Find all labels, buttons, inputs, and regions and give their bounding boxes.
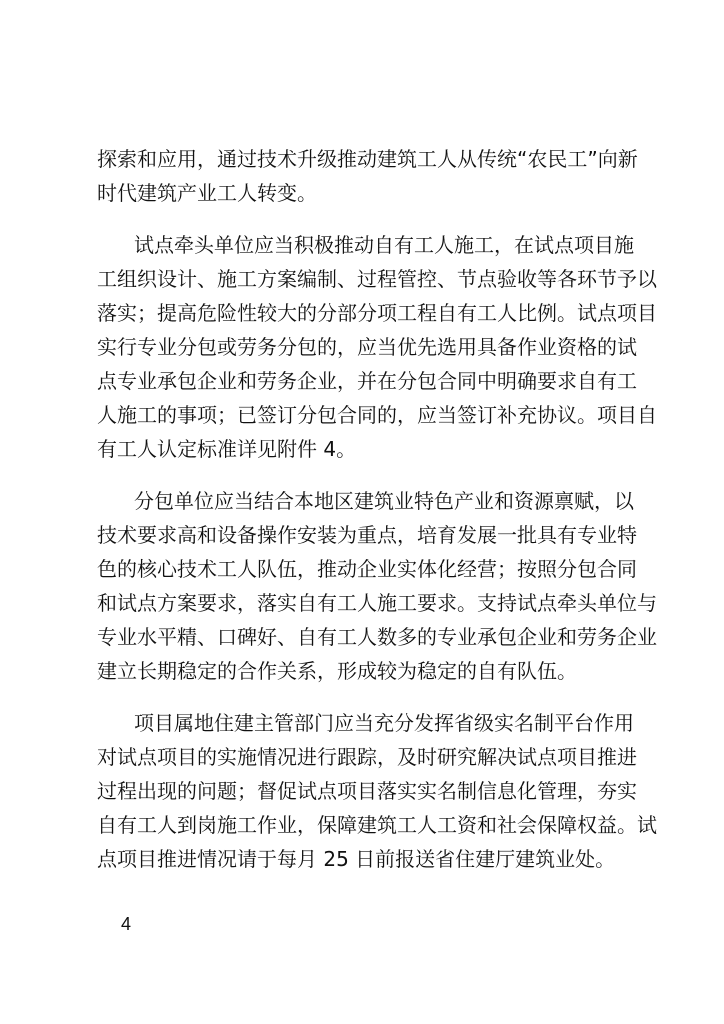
text-line: 实行专业分包或劳务分包的，应当优先选用具备作业资格的试 [97, 335, 637, 359]
text-line: 自有工人到岗施工作业，保障建筑工人工资和社会保障权益。试 [97, 813, 657, 837]
paragraph-line-indented: 项目属地住建主管部门应当充分发挥省级实名制平台作用 [134, 711, 634, 735]
page-number: 4 [121, 914, 132, 934]
paragraph-line-indented: 分包单位应当结合本地区建筑业特色产业和资源禀赋，以 [134, 489, 634, 513]
text-line: 和试点方案要求，落实自有工人施工要求。支持试点牵头单位与 [97, 591, 657, 615]
text-line: 人施工的事项；已签订分包合同的，应当签订补充协议。项目自 [97, 403, 657, 427]
text-line: 点专业承包企业和劳务企业，并在分包合同中明确要求自有工 [97, 369, 637, 393]
text-line: 技术要求高和设备操作安装为重点，培育发展一批具有专业特 [97, 523, 637, 547]
text-line: 建立长期稳定的合作关系，形成较为稳定的自有队伍。 [97, 659, 577, 683]
paragraph-line-indented: 试点牵头单位应当积极推动自有工人施工，在试点项目施 [134, 233, 634, 257]
text-line: 色的核心技术工人队伍，推动企业实体化经营；按照分包合同 [97, 557, 637, 581]
text-line: 工组织设计、施工方案编制、过程管控、节点验收等各环节予以 [97, 267, 657, 291]
text-line: 有工人认定标准详见附件 4。 [97, 437, 357, 461]
text-line: 点项目推进情况请于每月 25 日前报送省住建厅建筑业处。 [97, 847, 616, 871]
text-line: 专业水平精、口碑好、自有工人数多的专业承包企业和劳务企业 [97, 625, 657, 649]
text-line: 落实；提高危险性较大的分部分项工程自有工人比例。试点项目 [97, 301, 657, 325]
text-line: 过程出现的问题；督促试点项目落实实名制信息化管理，夯实 [97, 779, 637, 803]
text-line: 对试点项目的实施情况进行跟踪，及时研究解决试点项目推进 [97, 745, 637, 769]
text-line: 探索和应用，通过技术升级推动建筑工人从传统“农民工”向新 [97, 147, 638, 171]
text-line: 时代建筑产业工人转变。 [97, 181, 317, 205]
